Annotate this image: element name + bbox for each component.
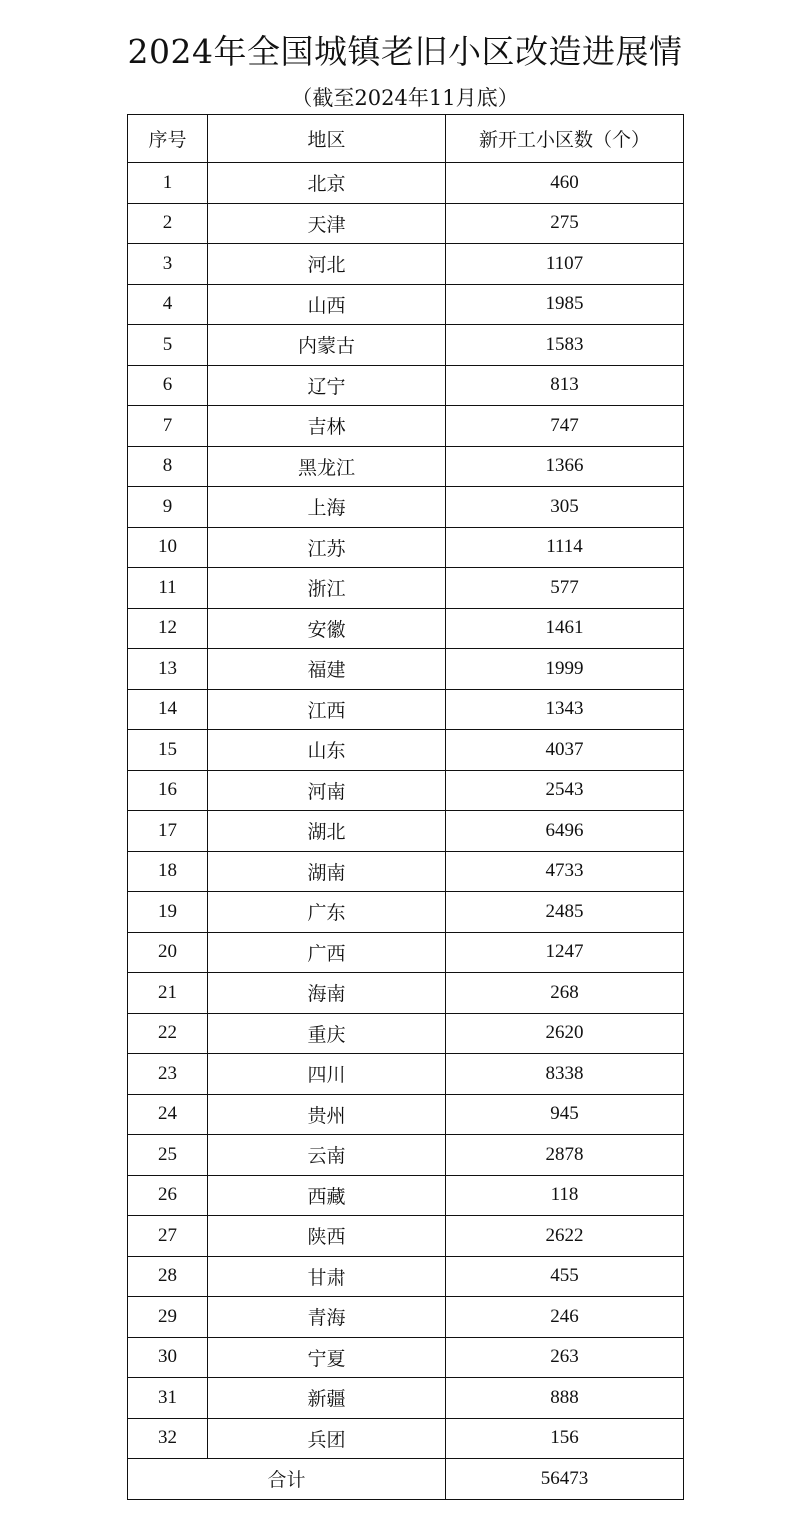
row-new-communities: 1461 <box>446 608 684 649</box>
row-region: 兵团 <box>208 1418 446 1459</box>
row-region: 贵州 <box>208 1094 446 1135</box>
header-region: 地区 <box>208 115 446 163</box>
table-total-row <box>128 1459 684 1500</box>
table-row <box>128 608 684 649</box>
row-new-communities: 1999 <box>446 649 684 690</box>
row-new-communities: 246 <box>446 1297 684 1338</box>
table-row <box>128 487 684 528</box>
row-new-communities: 945 <box>446 1094 684 1135</box>
row-index: 14 <box>128 689 208 730</box>
row-new-communities: 2878 <box>446 1135 684 1176</box>
row-new-communities: 747 <box>446 406 684 447</box>
row-region: 内蒙古 <box>208 325 446 366</box>
row-index: 19 <box>128 892 208 933</box>
row-region: 上海 <box>208 487 446 528</box>
table-row <box>128 851 684 892</box>
row-region: 福建 <box>208 649 446 690</box>
row-region: 重庆 <box>208 1013 446 1054</box>
row-new-communities: 2485 <box>446 892 684 933</box>
table-row <box>128 1378 684 1419</box>
row-region: 山西 <box>208 284 446 325</box>
table-row <box>128 446 684 487</box>
row-new-communities: 1583 <box>446 325 684 366</box>
row-index: 31 <box>128 1378 208 1419</box>
row-index: 22 <box>128 1013 208 1054</box>
row-region: 安徽 <box>208 608 446 649</box>
row-new-communities: 118 <box>446 1175 684 1216</box>
row-index: 28 <box>128 1256 208 1297</box>
row-region: 河北 <box>208 244 446 285</box>
row-new-communities: 460 <box>446 163 684 204</box>
row-region: 河南 <box>208 770 446 811</box>
table-row <box>128 1175 684 1216</box>
table-row <box>128 770 684 811</box>
row-index: 6 <box>128 365 208 406</box>
row-new-communities: 1366 <box>446 446 684 487</box>
table-row <box>128 406 684 447</box>
row-region: 广西 <box>208 932 446 973</box>
row-new-communities: 1247 <box>446 932 684 973</box>
page-title: 2024年全国城镇老旧小区改造进展情 <box>127 32 683 71</box>
table-row <box>128 973 684 1014</box>
row-region: 甘肃 <box>208 1256 446 1297</box>
row-region: 天津 <box>208 203 446 244</box>
row-new-communities: 1985 <box>446 284 684 325</box>
row-region: 北京 <box>208 163 446 204</box>
table-row <box>128 649 684 690</box>
header-index: 序号 <box>128 115 208 163</box>
row-new-communities: 8338 <box>446 1054 684 1095</box>
row-region: 云南 <box>208 1135 446 1176</box>
row-index: 24 <box>128 1094 208 1135</box>
table-row <box>128 203 684 244</box>
table-row <box>128 932 684 973</box>
row-new-communities: 888 <box>446 1378 684 1419</box>
table-row <box>128 730 684 771</box>
row-index: 29 <box>128 1297 208 1338</box>
row-index: 8 <box>128 446 208 487</box>
row-index: 15 <box>128 730 208 771</box>
row-region: 辽宁 <box>208 365 446 406</box>
row-new-communities: 268 <box>446 973 684 1014</box>
row-index: 20 <box>128 932 208 973</box>
row-index: 12 <box>128 608 208 649</box>
total-label: 合计 <box>128 1459 446 1500</box>
table-row <box>128 1337 684 1378</box>
row-new-communities: 156 <box>446 1418 684 1459</box>
row-index: 18 <box>128 851 208 892</box>
row-index: 13 <box>128 649 208 690</box>
row-index: 9 <box>128 487 208 528</box>
row-new-communities: 263 <box>446 1337 684 1378</box>
table-row <box>128 568 684 609</box>
row-index: 4 <box>128 284 208 325</box>
row-index: 10 <box>128 527 208 568</box>
row-new-communities: 2543 <box>446 770 684 811</box>
row-region: 新疆 <box>208 1378 446 1419</box>
row-index: 32 <box>128 1418 208 1459</box>
table-header-row <box>128 115 684 163</box>
row-new-communities: 1107 <box>446 244 684 285</box>
row-region: 宁夏 <box>208 1337 446 1378</box>
page-subtitle: （截至2024年11月底） <box>291 86 519 110</box>
row-index: 26 <box>128 1175 208 1216</box>
table-row <box>128 1256 684 1297</box>
table-row <box>128 1094 684 1135</box>
row-index: 1 <box>128 163 208 204</box>
row-region: 江西 <box>208 689 446 730</box>
row-region: 江苏 <box>208 527 446 568</box>
table-row <box>128 527 684 568</box>
row-new-communities: 455 <box>446 1256 684 1297</box>
row-index: 25 <box>128 1135 208 1176</box>
row-new-communities: 6496 <box>446 811 684 852</box>
row-new-communities: 2620 <box>446 1013 684 1054</box>
row-index: 3 <box>128 244 208 285</box>
row-new-communities: 2622 <box>446 1216 684 1257</box>
table-row <box>128 1297 684 1338</box>
table-row <box>128 1013 684 1054</box>
table-row <box>128 811 684 852</box>
table-row <box>128 325 684 366</box>
row-new-communities: 1343 <box>446 689 684 730</box>
row-new-communities: 577 <box>446 568 684 609</box>
table-row <box>128 892 684 933</box>
row-index: 30 <box>128 1337 208 1378</box>
row-region: 广东 <box>208 892 446 933</box>
row-new-communities: 813 <box>446 365 684 406</box>
total-value: 56473 <box>446 1459 684 1500</box>
row-region: 西藏 <box>208 1175 446 1216</box>
row-index: 7 <box>128 406 208 447</box>
row-index: 27 <box>128 1216 208 1257</box>
row-new-communities: 275 <box>446 203 684 244</box>
row-region: 四川 <box>208 1054 446 1095</box>
row-region: 湖南 <box>208 851 446 892</box>
row-region: 海南 <box>208 973 446 1014</box>
table-body <box>128 163 684 1459</box>
progress-table <box>127 114 684 1500</box>
row-region: 吉林 <box>208 406 446 447</box>
row-region: 浙江 <box>208 568 446 609</box>
row-index: 21 <box>128 973 208 1014</box>
row-new-communities: 4037 <box>446 730 684 771</box>
row-index: 11 <box>128 568 208 609</box>
row-new-communities: 1114 <box>446 527 684 568</box>
table-row <box>128 1216 684 1257</box>
table-row <box>128 284 684 325</box>
row-index: 17 <box>128 811 208 852</box>
row-index: 5 <box>128 325 208 366</box>
row-region: 湖北 <box>208 811 446 852</box>
table-row <box>128 689 684 730</box>
table-row <box>128 244 684 285</box>
row-region: 陕西 <box>208 1216 446 1257</box>
row-region: 黑龙江 <box>208 446 446 487</box>
row-index: 23 <box>128 1054 208 1095</box>
table-row <box>128 1054 684 1095</box>
row-new-communities: 4733 <box>446 851 684 892</box>
table-row <box>128 1135 684 1176</box>
row-index: 16 <box>128 770 208 811</box>
table-row <box>128 365 684 406</box>
table-row <box>128 1418 684 1459</box>
table-row <box>128 163 684 204</box>
row-index: 2 <box>128 203 208 244</box>
header-new-communities: 新开工小区数（个） <box>446 115 684 163</box>
row-region: 青海 <box>208 1297 446 1338</box>
row-region: 山东 <box>208 730 446 771</box>
row-new-communities: 305 <box>446 487 684 528</box>
